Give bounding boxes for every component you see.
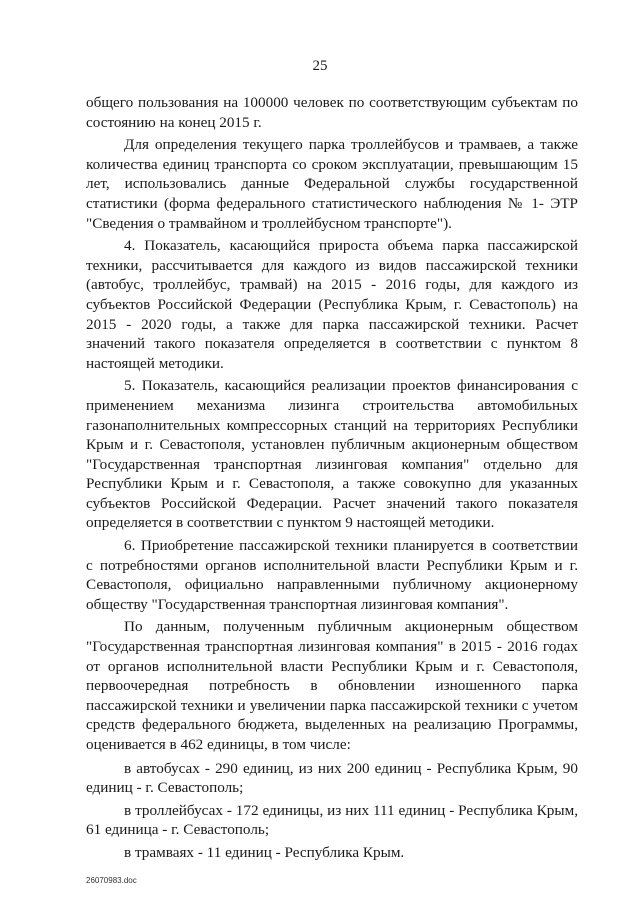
list-item-buses: в автобусах - 290 единиц, из них 200 единиц - Республика Крым, 90 единиц - г. Севастополь; bbox=[86, 759, 578, 797]
document-body bbox=[86, 93, 578, 866]
paragraph-item-4: 4. Показатель, касающийся прироста объема парка пассажирской техники, рассчитывается для каждого из видов пассажирской техники (автобус, троллейбус, трамвай) на 2015 - 2016 годы, для каждого из субъектов Российской Федерации (Республика Крым, г. Севастополь) на 2015 - 2020 годы, а также для парка пассажирской техники. Расчет значений такого показателя определяется в соответствии с пунктом 8 настоящей методики. bbox=[86, 237, 578, 372]
paragraph-continuation: общего пользования на 100000 человек по соответствующим субъектам по состоянию на конец 2015 г. bbox=[86, 94, 578, 131]
paragraph-item-6: 6. Приобретение пассажирской техники планируется в соответствии с потребностями органов исполнительной власти Республики Крым и г. Севастополя, официально направленными публичному акционерному обществу "Государственная транспортная лизинговая компания". bbox=[86, 537, 578, 613]
paragraph-item-5: 5. Показатель, касающийся реализации проектов финансирования с применением механизма лизинга строительства автомобильных газонаполнительных компрессорных станций на территориях Республики Крым и г. Севастополя, установлен публичным акционерным обществом "Государственная транспортная лизинговая компания" отдельно для Республики Крым и г. Севастополя, а также совокупно для указанных субъектов Российской Федерации. Расчет значений такого показателя определяется в соответствии с пунктом 9 настоящей методики. bbox=[86, 377, 578, 532]
document-filename: 26070983.doc bbox=[86, 876, 137, 885]
paragraph-statistics-source: Для определения текущего парка троллейбусов и трамваев, а также количества единиц транспорта со сроком эксплуатации, превышающим 15 лет, использовались данные Федеральной службы государственной статистики (форма федерального статистического наблюдения № 1- ЭТР "Сведения о трамвайном и троллейбусном транспорте"). bbox=[86, 136, 578, 232]
list-item-trolleybuses: в троллейбусах - 172 единицы, из них 111 единиц - Республика Крым, 61 единица - г. Севастополь; bbox=[86, 801, 578, 839]
page-number: 25 bbox=[312, 58, 328, 74]
list-item-trams: в трамваях - 11 единиц - Республика Крым. bbox=[124, 843, 405, 861]
paragraph-needs-estimate: По данным, полученным публичным акционерным обществом "Государственная транспортная лизинговая компания" в 2015 - 2016 годах от органов исполнительной власти Республики Крым и г. Севастополя, первоочередная потребность в обновлении изношенного парка пассажирской техники и увеличении парка пассажирской техники с учетом средств федерального бюджета, выделенных на реализацию Программы, оценивается в 462 единицы, в том числе: bbox=[86, 618, 578, 753]
